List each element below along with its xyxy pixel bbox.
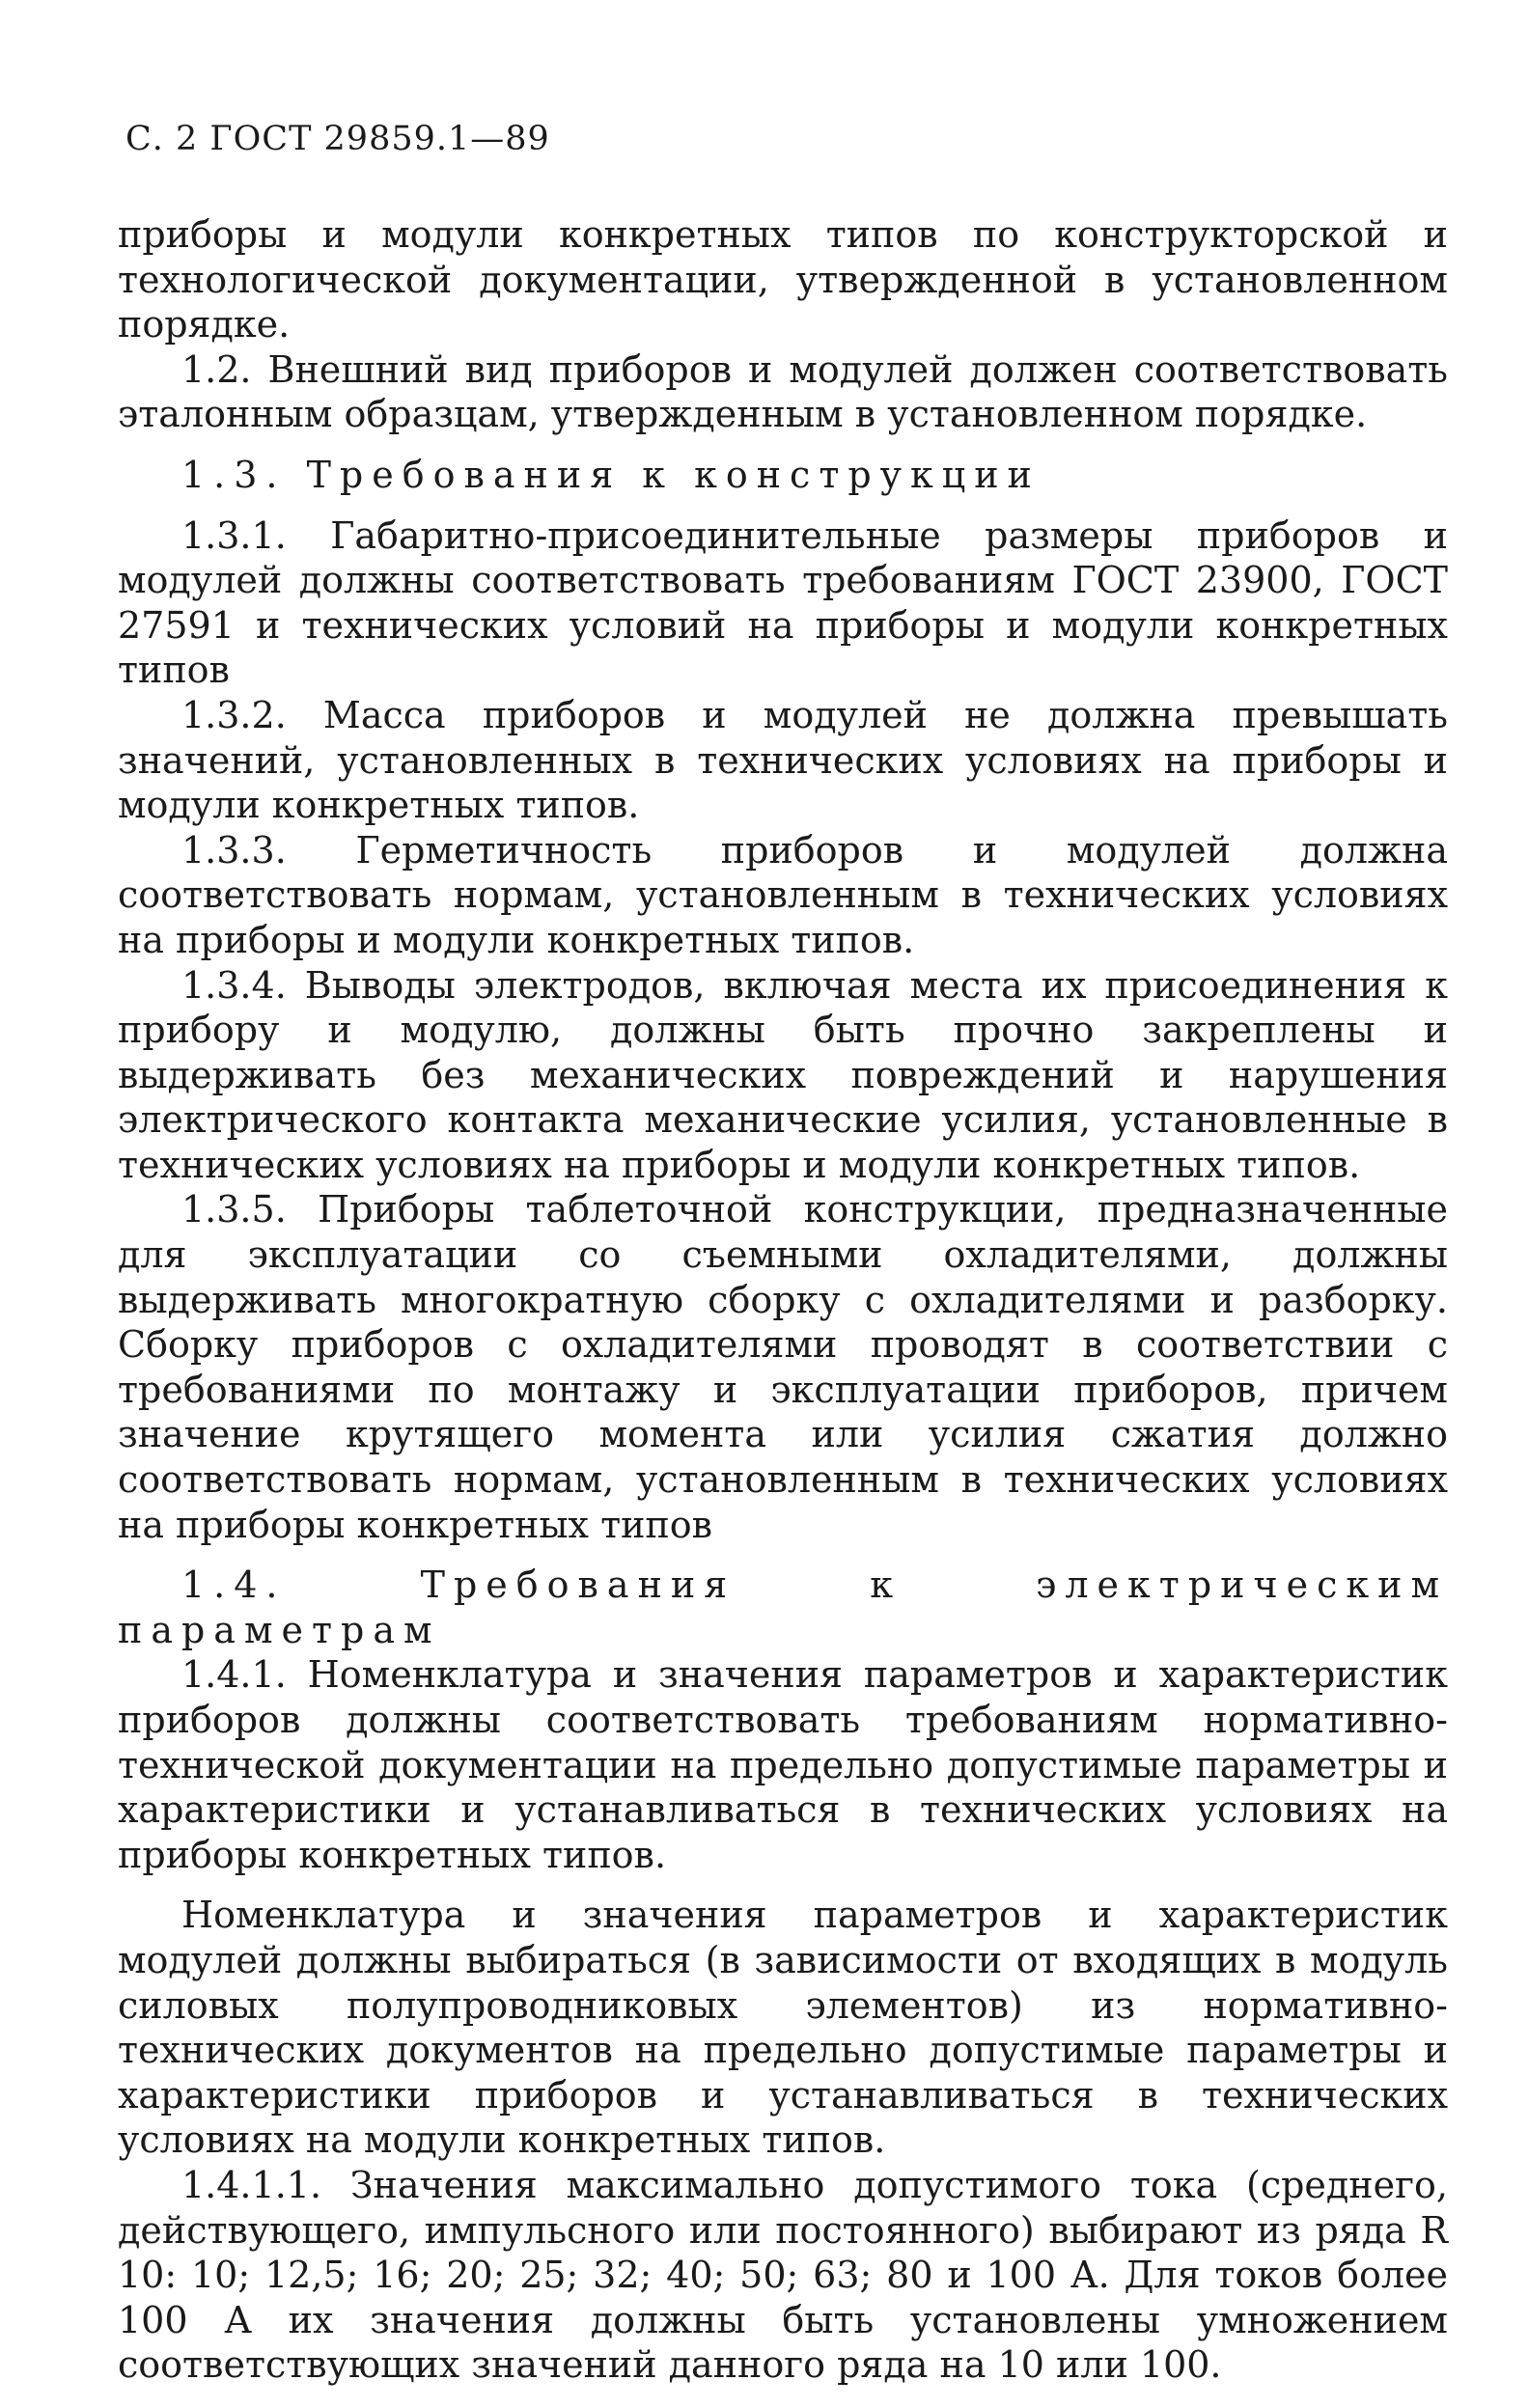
paragraph-1-3-2: 1.3.2. Масса приборов и модулей не должна превышать значений, установленных в технических условиях на приборы и модули конкретных типов.: [118, 693, 1448, 827]
paragraph-1-2: 1.2. Внешний вид приборов и модулей должен соответствовать эталонным образцам, утвержденным в установленном порядке.: [118, 347, 1448, 436]
paragraph-1-4-1-1: 1.4.1.1. Значения максимально допустимого тока (среднего, действующего, импульсного или постоянного) выбирают из ряда R 10: 10; 12,5; 16; 20; 25; 32; 40; 50; 63; 80 и 100 А. Для токов более 100 А их значения должны быть установлены умножением соответствующих значений данного ряда на 10 или 100.: [118, 2163, 1448, 2387]
paragraph-1-3-5: 1.3.5. Приборы таблеточной конструкции, предназначенные для эксплуатации со съемными охладителями, должны выдерживать многократную сборку с охладителями и разборку. Сборку приборов с охладителями проводят в соответствии с требованиями по монтажу и эксплуатации приборов, причем значение крутящего момента или усилия сжатия должно соответствовать нормам, установленным в технических условиях на приборы конкретных типов: [118, 1188, 1448, 1546]
section-title-1-4: 1.4. Требования к электрическим параметрам: [118, 1564, 1448, 1651]
section-heading-1-3: [118, 453, 1448, 498]
paragraph-modules: Номенклатура и значения параметров и характеристик модулей должны выбираться (в зависимости от входящих в модуль силовых полупроводниковых элементов) из нормативно-технических документов на предельно допустимые параметры и характеристики приборов и устанавливаться в технических условиях на модули конкретных типов.: [118, 1894, 1448, 2162]
paragraph-1-3-1: 1.3.1. Габаритно-присоединительные размеры приборов и модулей должны соответствовать требованиям ГОСТ 23900, ГОСТ 27591 и технических условий на приборы и модули конкретных типов: [118, 513, 1448, 692]
page-header: С. 2 ГОСТ 29859.1—89: [125, 120, 550, 158]
paragraph-1-4-1: 1.4.1. Номенклатура и значения параметров и характеристик приборов должны соответствовать требованиям нормативно-технической документации на предельно допустимые параметры и характеристики и устанавливаться в технических условиях на приборы конкретных типов.: [118, 1653, 1448, 1876]
paragraph-continuation: приборы и модули конкретных типов по конструкторской и технологической документации, утвержденной в установленном порядке.: [118, 213, 1448, 346]
document-body: [118, 212, 1448, 2388]
paragraph-1-3-3: 1.3.3. Герметичность приборов и модулей должна соответствовать нормам, установленным в технических условиях на приборы и модули конкретных типов.: [118, 828, 1448, 961]
paragraph-1-3-4: 1.3.4. Выводы электродов, включая места их присоединения к прибору и модулю, должны быть прочно закреплены и выдерживать без механических повреждений и нарушения электрического контакта механические усилия, установленные в технических условиях на приборы и модули конкретных типов.: [118, 963, 1448, 1186]
section-title-1-3: 1.3. Требования к конструкции: [181, 453, 1041, 496]
section-heading-1-4: [118, 1563, 1448, 1652]
